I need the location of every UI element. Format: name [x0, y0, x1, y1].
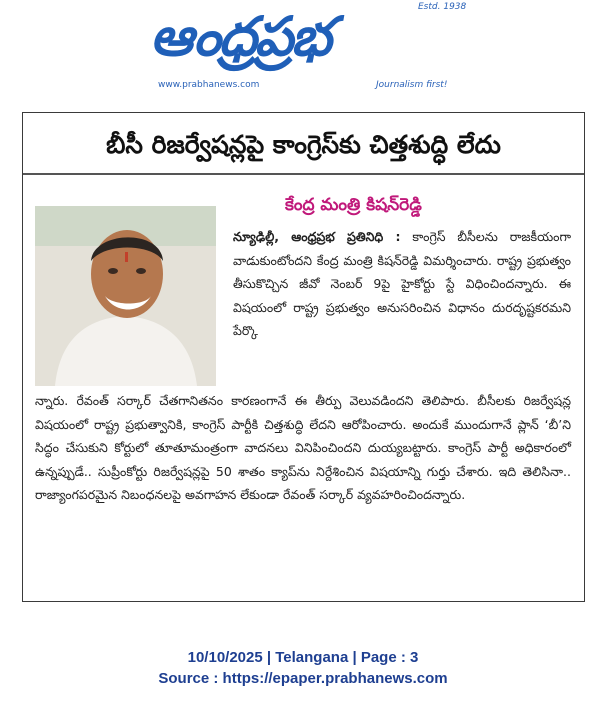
- estd-label: Estd. 1938: [418, 2, 467, 12]
- article-headline: బీసీ రిజర్వేషన్లపై కాంగ్రెస్‌కు చిత్తశుద్ధి లేదు: [106, 130, 501, 159]
- headline-divider: [23, 173, 584, 175]
- article-lead-text: కాంగ్రెస్ బీసీలను రాజకీయంగా వాడుకుంటోందని కేంద్ర మంత్రి కిషన్‌రెడ్డి విమర్శించారు. రాష్ట్ర ప్రభుత్వం తీసుకొచ్చిన జీవో నెంబర్ 9పై హైకోర్టు స్టే విధించిందన్నారు. ఈ విషయంలో రాష్ట్ర ప్రభుత్వం అనుసరించిన విధానం దురదృష్టకరమని పేర్కొ: [233, 229, 571, 338]
- kishan-reddy-photo: [35, 206, 216, 386]
- article-body: న్నారు. రేవంత్ సర్కార్ చేతగానితనం కారణంగానే ఈ తీర్పు వెలువడిందని తెలిపారు. బీసీలకు రిజర్వేషన్ల విషయంలో రాష్ట్ర ప్రభుత్వానికి, కాంగ్రెస్ పార్టీకి చిత్తశుద్ధి లేదని ఆరోపించారు. అందుకే ముందుగానే ప్లాన్ ‘బీ’ని సిద్ధం చేసుకుని కోర్టులో తూతూమంత్రంగా వాదనలు వినిపించిందని దుయ్యబట్టారు. కాంగ్రెస్ పార్టీ అధికారంలో ఉన్నప్పుడే.. సుప్రీంకోర్టు రిజర్వేషన్లపై 50 శాతం క్యాప్‌ను నిర్దేశించిన విషయాన్ని గుర్తు చేశారు. ఇది తెలిసినా.. రాజ్యాంగపరమైన నిబంధనలపై అవగాహన లేకుండా రేవంత్ సర్కార్ వ్యవహరించిందన్నారు.: [35, 393, 571, 502]
- article-byline: కేంద్ర మంత్రి కిషన్‌రెడ్డి: [285, 195, 422, 215]
- article-lead: [233, 225, 571, 343]
- publication-info: 10/10/2025 | Telangana | Page : 3: [187, 649, 419, 666]
- masthead: [0, 0, 606, 100]
- article-dateline: న్యూఢిల్లీ, ఆంధ్రప్రభ ప్రతినిధి :: [233, 229, 401, 244]
- site-url: www.prabhanews.com: [158, 80, 260, 90]
- source-url: Source : https://epaper.prabhanews.com: [158, 670, 448, 687]
- portrait-image: [35, 206, 216, 386]
- news-clipping: [22, 112, 585, 602]
- newspaper-logo: ఆంధ్రప్రభ: [150, 5, 330, 68]
- tagline: Journalism first!: [376, 80, 448, 90]
